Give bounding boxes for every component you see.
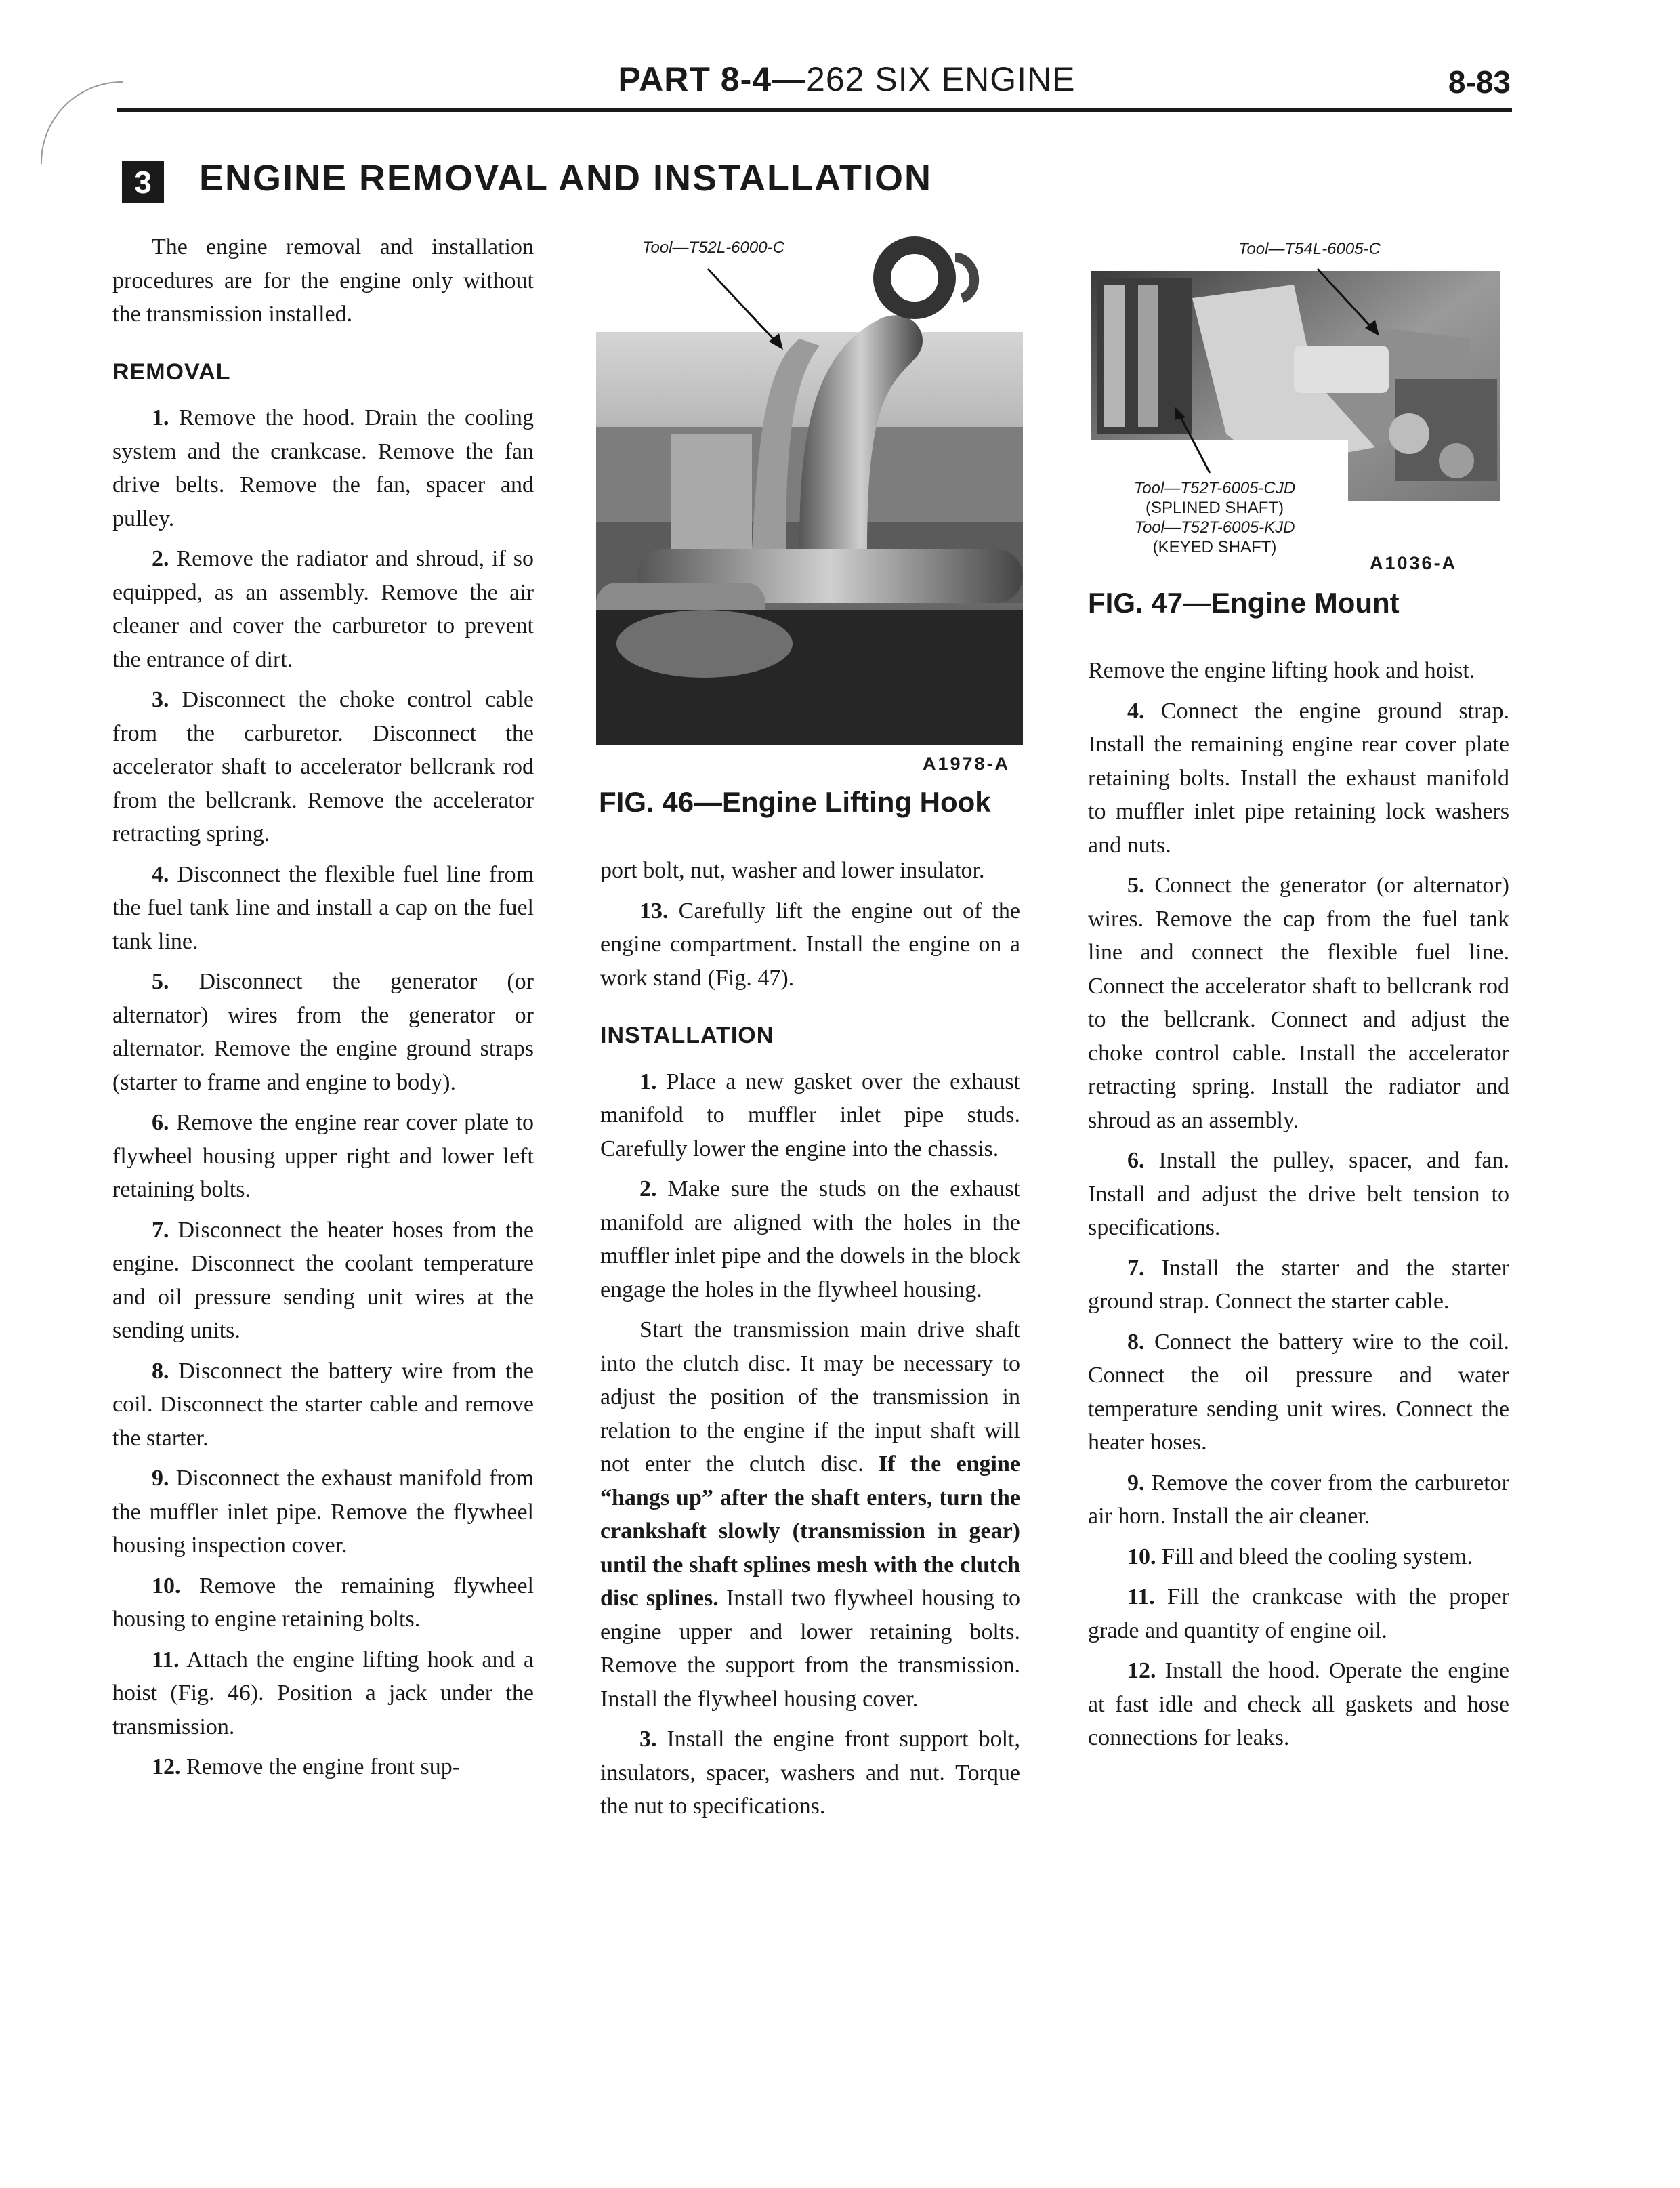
step-text: Fill and bleed the cooling system.	[1162, 1544, 1473, 1569]
continuation-text: port bolt, nut, washer and lower insulator.	[600, 858, 985, 883]
step-text: Connect the battery wire to the coil. Connect the oil pressure and water temperature sending unit wires. Connect the heater hoses.	[1088, 1329, 1509, 1455]
step-text: Remove the engine front sup-	[186, 1754, 461, 1779]
paragraph-text: Remove the engine lifting hook and hoist.	[1088, 658, 1475, 683]
step-text: Place a new gasket over the exhaust manifold to muffler inlet pipe studs. Carefully lower the engine into the chassis.	[600, 1069, 1020, 1161]
step-number: 6.	[1127, 1148, 1145, 1173]
running-header	[542, 60, 1152, 99]
step-number: 10.	[1127, 1544, 1156, 1569]
step-text: Install the hood. Operate the engine at fast idle and check all gaskets and hose connections for leaks.	[1088, 1658, 1510, 1750]
step-text: Connect the generator (or alternator) wires. Remove the cap from the fuel tank line and connect the flexible fuel line. Connect the accelerator shaft to bellcrank rod to the bellcrank. Connect and adjust the choke control cable. Install the accelerator retracting spring. Install the radiator and shroud as an assembly.	[1088, 873, 1509, 1133]
removal-step	[112, 683, 534, 851]
page-corner-mark	[41, 81, 123, 164]
step-text: Install the starter and the starter ground strap. Connect the starter cable.	[1088, 1255, 1509, 1314]
step-text: Remove the radiator and shroud, if so equipped, as an assembly. Remove the air cleaner and cover the carburetor to prevent the entrance of dirt.	[112, 546, 534, 672]
step-number: 8.	[152, 1358, 169, 1384]
step-number: 3.	[639, 1727, 657, 1752]
installation-step	[1088, 1540, 1509, 1574]
intro-paragraph: The engine removal and installation procedures are for the engine only without the transmission installed.	[112, 234, 534, 327]
column-2	[600, 854, 1020, 1830]
fig47-caption: FIG. 47—Engine Mount	[1088, 587, 1400, 619]
removal-step	[112, 1569, 534, 1636]
step-text: Remove the cover from the carburetor air horn. Install the air cleaner.	[1088, 1470, 1509, 1529]
installation-step	[1088, 1654, 1509, 1755]
step-text: Disconnect the flexible fuel line from the fuel tank line and install a cap on the fuel tank line.	[112, 861, 534, 954]
step-number: 2.	[639, 1176, 657, 1201]
step-number: 10.	[152, 1573, 181, 1598]
step-text: Fill the crankcase with the proper grade and quantity of engine oil.	[1088, 1584, 1509, 1643]
removal-step	[112, 401, 534, 535]
step-text: Disconnect the battery wire from the coil. Disconnect the starter cable and remove the starter.	[112, 1358, 534, 1451]
header-subtitle: 262 SIX ENGINE	[806, 60, 1076, 98]
step-text: Install the pulley, spacer, and fan. Install and adjust the drive belt tension to specifications.	[1088, 1148, 1510, 1240]
page-number: 8-83	[1448, 64, 1511, 100]
section-title: ENGINE REMOVAL AND INSTALLATION	[199, 158, 932, 199]
step-number: 13.	[639, 898, 669, 924]
fig47-bottom-leader-arrow	[1169, 405, 1223, 480]
header-rule	[117, 108, 1512, 112]
fig47-tool-top-label: Tool—T54L-6005-C	[1238, 240, 1381, 258]
step-text: Disconnect the heater hoses from the engine. Disconnect the coolant temperature and oil pressure sending unit wires at the sending units.	[112, 1217, 534, 1343]
step-text: Attach the engine lifting hook and a hoist (Fig. 46). Position a jack under the transmission.	[112, 1647, 534, 1739]
step-number: 5.	[1127, 873, 1145, 898]
fig47-tool-line: (KEYED SHAFT)	[1152, 538, 1277, 556]
removal-step	[112, 965, 534, 1099]
removal-heading: REMOVAL	[112, 358, 231, 385]
fig46-caption: FIG. 46—Engine Lifting Hook	[599, 786, 991, 818]
step-number: 4.	[1127, 698, 1145, 724]
header-dash: —	[772, 60, 807, 98]
step-number: 9.	[1127, 1470, 1145, 1495]
removal-step	[600, 894, 1020, 995]
removal-step	[112, 1106, 534, 1207]
installation-paragraph	[600, 1313, 1020, 1716]
step-text: Carefully lift the engine out of the engine compartment. Install the engine on a work stand (Fig. 47).	[600, 898, 1020, 991]
fig47-tool-line: (SPLINED SHAFT)	[1145, 499, 1284, 517]
step-text: Remove the hood. Drain the cooling system and the crankcase. Remove the fan drive belts. Remove the fan, spacer and pulley.	[112, 405, 534, 531]
step-number: 2.	[152, 546, 169, 571]
paragraph-text: Install two flywheel housing to engine upper and lower retaining bolts. Remove the support from the transmission. Install the flywheel housing cover.	[600, 1586, 1021, 1712]
step-text: Disconnect the generator (or alternator) wires from the generator or alternator. Remove the engine ground straps (starter to frame and engine to body).	[112, 969, 534, 1095]
installation-step	[1088, 1144, 1509, 1245]
header-part: PART 8-4	[618, 60, 772, 98]
fig47-tool-list	[1103, 478, 1326, 557]
removal-step	[112, 1462, 534, 1563]
step-text: Disconnect the exhaust manifold from the muffler inlet pipe. Remove the flywheel housing inspection cover.	[112, 1466, 534, 1558]
step-number: 1.	[152, 405, 169, 430]
paragraph-text: Start the transmission main drive shaft into the clutch disc. It may be necessary to adjust the position of the transmission in relation to the engine if the input shaft will not enter the clutch disc.	[600, 1317, 1020, 1477]
removal-step	[112, 1643, 534, 1744]
installation-step	[1088, 1580, 1509, 1647]
installation-step	[1088, 869, 1509, 1137]
fig46-code: A1978-A	[923, 754, 1011, 774]
removal-step	[112, 1750, 534, 1784]
section-number-badge: 3	[122, 161, 164, 203]
step-number: 1.	[639, 1069, 657, 1094]
installation-step	[1088, 1466, 1509, 1533]
removal-step	[112, 1214, 534, 1348]
step-text: Disconnect the choke control cable from the carburetor. Disconnect the accelerator shaft to accelerator bellcrank rod from the bellcrank. Remove the accelerator retracting spring.	[112, 687, 534, 846]
fig47-tool-line: Tool—T52T-6005-KJD	[1134, 518, 1295, 537]
installation-step	[600, 1172, 1020, 1306]
step-number: 6.	[152, 1110, 169, 1135]
step-number: 11.	[152, 1647, 180, 1672]
step-text: Install the engine front support bolt, insulators, spacer, washers and nut. Torque the nut to specifications.	[600, 1727, 1020, 1819]
step-text: Make sure the studs on the exhaust manifold are aligned with the holes in the muffler inlet pipe and the dowels in the block engage the holes in the flywheel housing.	[600, 1176, 1021, 1302]
step-number: 12.	[152, 1754, 181, 1779]
installation-step	[1088, 1252, 1509, 1319]
step-number: 7.	[1127, 1255, 1145, 1281]
step-number: 12.	[1127, 1658, 1156, 1683]
fig47-tool-line: Tool—T52T-6005-CJD	[1133, 479, 1296, 497]
step-text: Connect the engine ground strap. Install the remaining engine rear cover plate retaining bolts. Install the exhaust manifold to muffler inlet pipe retaining lock washers and nuts.	[1088, 698, 1509, 858]
step-number: 9.	[152, 1466, 169, 1491]
step-text: Remove the engine rear cover plate to flywheel housing upper right and lower left retaining bolts.	[112, 1110, 534, 1202]
column-1	[112, 230, 534, 1791]
removal-step	[112, 542, 534, 676]
step-number: 8.	[1127, 1329, 1145, 1355]
step-number: 4.	[152, 861, 169, 887]
installation-heading: INSTALLATION	[600, 1023, 774, 1048]
step-text: Remove the remaining flywheel housing to engine retaining bolts.	[112, 1573, 534, 1632]
installation-step	[600, 1065, 1020, 1166]
installation-step	[600, 1722, 1020, 1823]
installation-step	[1088, 1325, 1509, 1460]
step-number: 5.	[152, 969, 169, 994]
installation-step	[1088, 695, 1509, 863]
step-number: 3.	[152, 687, 169, 712]
fig46-leader-arrow	[705, 266, 786, 354]
column-3	[1088, 654, 1509, 1762]
removal-step	[112, 858, 534, 959]
step-number: 11.	[1127, 1584, 1155, 1609]
step-number: 7.	[152, 1217, 169, 1243]
engine-lifting-hook-photo	[596, 230, 1023, 745]
fig47-code: A1036-A	[1370, 553, 1458, 573]
fig46-tool-label: Tool—T52L-6000-C	[642, 239, 784, 257]
bold-warning-text: If the engine “hangs up” after the shaft enters, turn the crankshaft slowly (transmission in gear) until the shaft splines mesh with the clutch disc splines.	[600, 1451, 1021, 1611]
removal-step	[112, 1355, 534, 1456]
fig47-top-leader-arrow	[1314, 266, 1382, 340]
engine-lifting-hook-illustration	[596, 230, 1023, 745]
